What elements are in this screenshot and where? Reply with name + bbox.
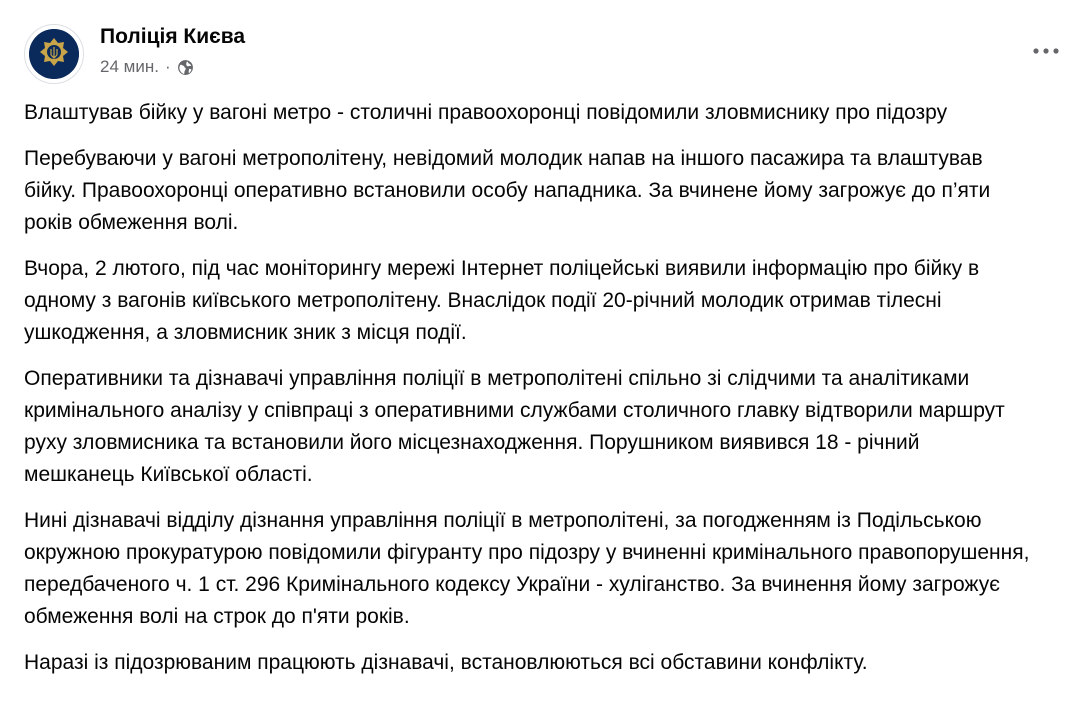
police-badge-icon: [29, 29, 79, 79]
post-timestamp[interactable]: 24 мин.: [100, 57, 159, 76]
page-name-link[interactable]: Поліція Києва: [100, 25, 246, 48]
post-paragraph: Перебуваючи у вагоні метрополітену, невідомий молодик напав на іншого пасажира та влаштував бійку. Правоохоронці оперативно встановили особу нападника. За вчинене йому загрожує до п’яти років обмеження волі.: [24, 147, 997, 234]
page-avatar[interactable]: [24, 24, 84, 84]
post-paragraph: Вчора, 2 лютого, під час моніторингу мережі Інтернет поліцейські виявили інформацію про бійку в одному з вагонів київського метрополітену. Внаслідок події 20-річний молодик отримав тілесні ушкодження, а зловмисник зник з місця події.: [24, 257, 985, 344]
post-paragraph: Нині дізнавачі відділу дізнання управління поліції в метрополітені, за погодженням із Подільською окружною прокуратурою повідомили фігуранту про підозру у вчиненні кримінального правопорушення, передбаченого ч. 1 ст. 296 Кримінального кодексу України - хуліганство. За вчинення йому загрожує обмеження волі на строк до п'яти років.: [24, 509, 1036, 628]
post-meta: [100, 57, 194, 77]
post-paragraph: Наразі із підозрюваним працюють дізнавачі, встановлюються всі обставини конфлікту.: [24, 651, 868, 674]
more-horizontal-icon[interactable]: [1026, 36, 1066, 66]
post-paragraph: Оперативники та дізнавачі управління поліції в метрополітені спільно зі слідчими та аналітиками кримінального аналізу у співпраці з оперативними службами столичного главку відтворили маршрут руху зловмисника та встановили його місцезнаходження. Порушником виявився 18 - річний мешканець Київської області.: [24, 367, 1011, 486]
post-header: [24, 24, 1066, 84]
post-paragraph-title: Влаштував бійку у вагоні метро - столичні правоохоронці повідомили зловмиснику про підозру: [24, 101, 948, 124]
meta-separator: ·: [164, 57, 171, 76]
post-message: [24, 97, 1034, 693]
globe-icon[interactable]: [177, 59, 194, 76]
